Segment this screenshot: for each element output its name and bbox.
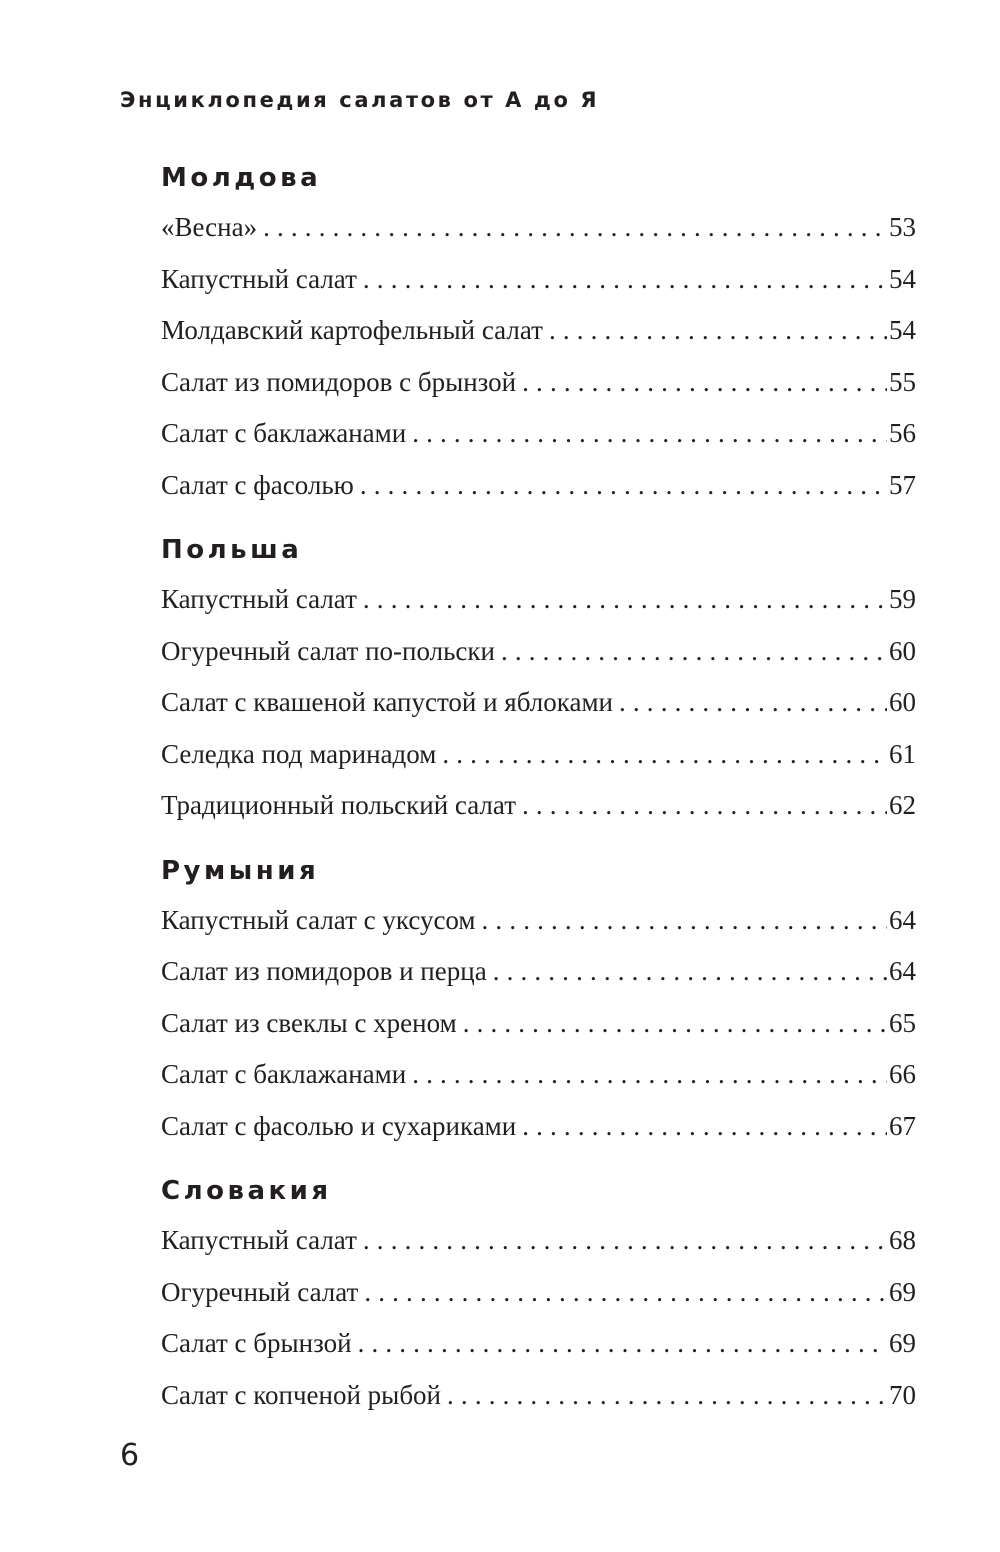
dot-leader [263,202,887,254]
toc-entry [161,780,916,832]
toc-entry [161,460,916,512]
dot-leader [363,574,887,626]
entry-title: Огуречный салат по-польски [161,635,495,666]
entry-page: 61 [889,738,916,769]
table-of-contents [161,150,916,1432]
toc-entry [161,946,916,998]
section-title: Польша [161,535,303,565]
dot-leader [363,254,887,306]
entry-title: Салат с брынзой [161,1328,352,1358]
toc-entry [161,254,916,306]
dot-leader [522,780,887,832]
toc-entry [161,1101,916,1153]
entry-title: Салат с фасолью и сухариками [161,1110,517,1141]
toc-entry [161,1370,916,1422]
entry-title: Салат из свеклы с хреном [161,1007,457,1038]
entry-title: Капустный салат с уксусом [161,904,476,935]
dot-leader [619,677,887,729]
page-number: 6 [120,1438,140,1473]
toc-entry [161,1318,916,1370]
entry-title: Салат из помидоров и перца [161,956,487,986]
entry-page: 66 [889,1059,916,1089]
toc-entry [161,729,916,781]
toc-entry [161,998,916,1050]
entry-page: 68 [889,1225,916,1255]
toc-section-poland [161,522,916,832]
entry-page: 55 [889,366,916,397]
entry-page: 60 [889,635,916,666]
dot-leader [447,1370,887,1422]
dot-leader [360,460,887,512]
dot-leader [549,305,887,357]
entry-page: 59 [889,584,916,614]
entry-page: 64 [889,956,916,986]
toc-entry [161,408,916,460]
dot-leader [363,1215,887,1267]
entry-page: 54 [889,315,916,345]
dot-leader [482,895,887,947]
entry-page: 70 [889,1379,916,1410]
entry-title: Селедка под маринадом [161,738,437,769]
entry-title: Салат с копченой рыбой [161,1379,442,1410]
entry-title: Молдавский картофельный салат [161,315,543,345]
entry-page: 60 [889,687,916,717]
toc-section-slovakia [161,1163,916,1421]
dot-leader [522,1101,887,1153]
dot-leader [501,626,887,678]
entry-title: «Весна» [161,212,258,242]
entry-page: 54 [889,263,916,294]
entry-page: 56 [889,418,916,448]
toc-entry [161,357,916,409]
entry-title: Капустный салат [161,1225,357,1255]
entry-title: Салат из помидоров с брынзой [161,366,517,397]
dot-leader [412,1049,887,1101]
dot-leader [358,1318,887,1370]
entry-title: Салат с баклажанами [161,1059,407,1089]
toc-entry [161,305,916,357]
toc-entry [161,202,916,254]
toc-entry [161,626,916,678]
dot-leader [522,357,887,409]
entry-page: 65 [889,1007,916,1038]
section-title: Словакия [161,1176,332,1206]
entry-title: Традиционный польский салат [161,790,516,820]
toc-entry [161,1049,916,1101]
entry-page: 69 [889,1276,916,1307]
entry-page: 67 [889,1110,916,1141]
dot-leader [364,1267,887,1319]
dot-leader [463,998,887,1050]
entry-page: 64 [889,904,916,935]
toc-entry [161,574,916,626]
toc-entry [161,677,916,729]
entry-title: Салат с квашеной капустой и яблоками [161,687,613,717]
toc-entry [161,1267,916,1319]
section-title: Румыния [161,855,320,886]
toc-section-moldova [161,150,916,511]
entry-page: 57 [889,469,916,500]
entry-page: 53 [889,212,916,242]
entry-page: 69 [889,1328,916,1358]
entry-title: Капустный салат [161,263,357,294]
entry-title: Огуречный салат [161,1276,359,1307]
entry-page: 62 [889,790,916,820]
entry-title: Капустный салат [161,584,357,614]
entry-title: Салат с фасолью [161,469,354,500]
dot-leader [442,729,887,781]
entry-title: Салат с баклажанами [161,418,407,448]
toc-entry [161,1215,916,1267]
dot-leader [493,946,887,998]
toc-entry [161,895,916,947]
toc-section-romania [161,843,916,1153]
section-title: Молдова [161,163,322,193]
dot-leader [412,408,887,460]
running-head: Энциклопедия салатов от А до Я [120,88,600,112]
